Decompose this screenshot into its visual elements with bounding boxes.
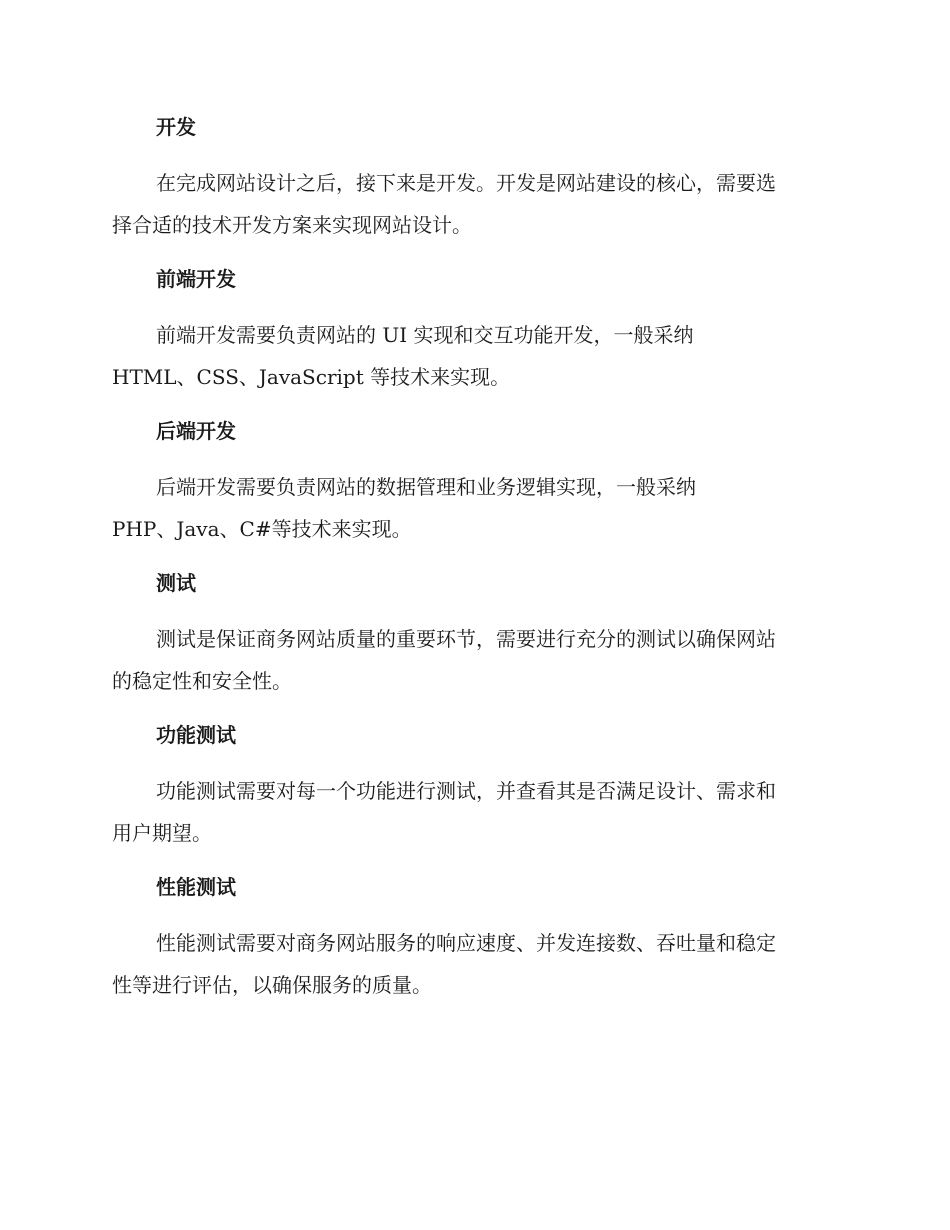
section-paragraph [112, 770, 832, 854]
paragraph-line: 用户期望。 [112, 821, 212, 845]
paragraph-line: 性等进行评估，以确保服务的质量。 [112, 973, 432, 997]
section-paragraph [112, 618, 832, 702]
paragraph-line: 性能测试需要对商务网站服务的响应速度、并发连接数、吞吐量和稳定 [156, 931, 776, 955]
section-heading: 后端开发 [156, 419, 236, 443]
paragraph-line: 功能测试需要对每一个功能进行测试，并查看其是否满足设计、需求和 [156, 779, 776, 803]
paragraph-line: HTML、CSS、JavaScript 等技术来实现。 [112, 365, 511, 389]
section-paragraph [112, 466, 832, 550]
paragraph-line: 在完成网站设计之后，接下来是开发。开发是网站建设的核心，需要选 [156, 171, 776, 195]
section-development [112, 112, 832, 142]
section-paragraph [112, 922, 832, 1006]
paragraph-line: 测试是保证商务网站质量的重要环节，需要进行充分的测试以确保网站 [156, 627, 776, 651]
paragraph-line: PHP、Java、C#等技术来实现。 [112, 517, 412, 541]
paragraph-line: 前端开发需要负责网站的 UI 实现和交互功能开发，一般采纳 [156, 323, 694, 347]
paragraph-line: 的稳定性和安全性。 [112, 669, 292, 693]
section-performance-testing [112, 872, 832, 902]
section-heading: 测试 [156, 571, 196, 595]
section-heading: 开发 [156, 115, 196, 139]
section-heading: 前端开发 [156, 267, 236, 291]
section-heading: 性能测试 [156, 875, 236, 899]
paragraph-line: 择合适的技术开发方案来实现网站设计。 [112, 213, 472, 237]
section-frontend [112, 264, 832, 294]
paragraph-line: 后端开发需要负责网站的数据管理和业务逻辑实现，一般采纳 [156, 475, 696, 499]
section-testing [112, 568, 832, 598]
section-paragraph [112, 162, 832, 246]
section-heading: 功能测试 [156, 723, 236, 747]
section-functional-testing [112, 720, 832, 750]
section-paragraph [112, 314, 832, 398]
section-backend [112, 416, 832, 446]
